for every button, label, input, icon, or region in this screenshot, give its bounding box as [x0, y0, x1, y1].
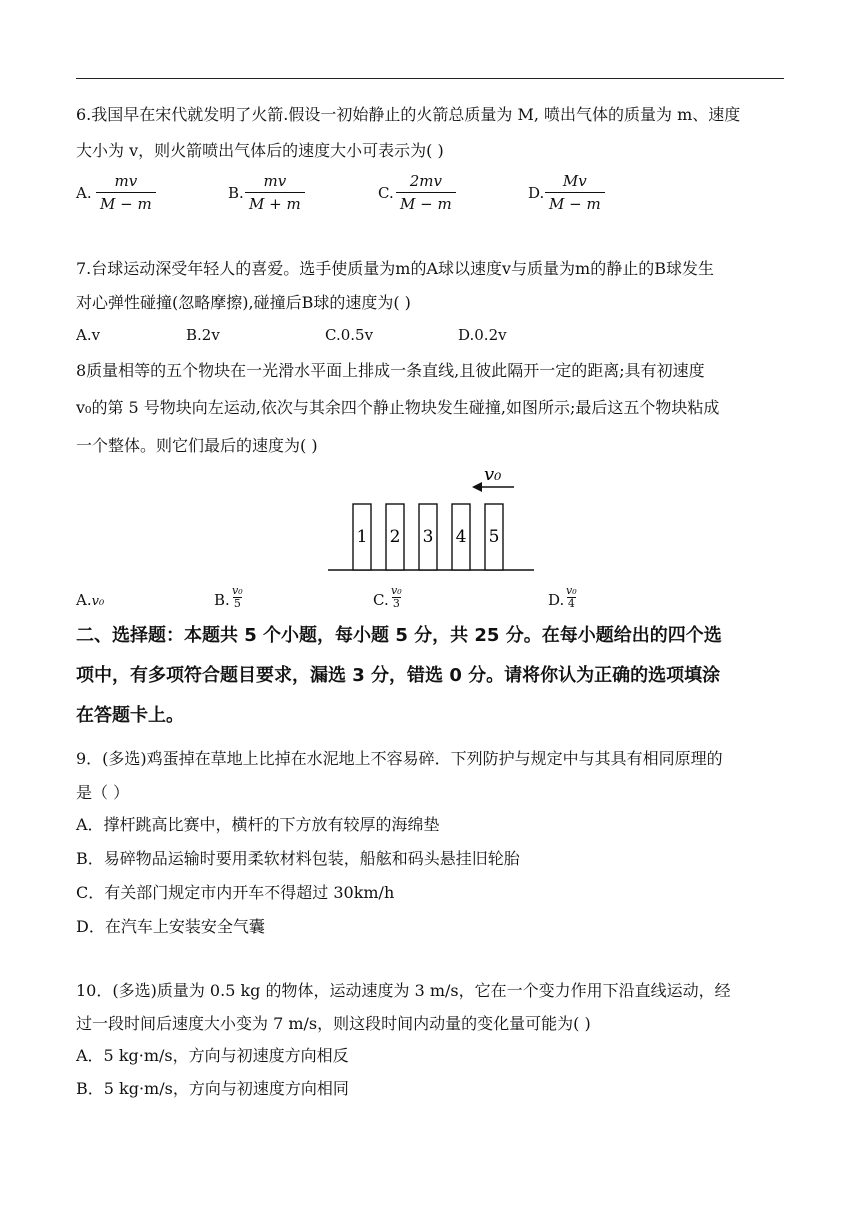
q9-option-c: C．有关部门规定市内开车不得超过 30km/h	[76, 883, 395, 902]
q6-option-a-label: A.	[76, 184, 92, 202]
q6-option-b-fraction	[245, 172, 305, 213]
q8-option-d-numerator: v₀	[566, 584, 577, 597]
q8-option-c-denominator: 3	[392, 597, 400, 610]
q9-option-d: D．在汽车上安装安全气囊	[76, 917, 265, 936]
block-5	[485, 504, 503, 570]
block-2	[386, 504, 404, 570]
q6-option-b-label: B.	[228, 184, 244, 202]
q6-option-b-numerator: mv	[263, 172, 287, 190]
q10-stem-line2: 过一段时间后速度大小变为 7 m/s，则这段时间内动量的变化量可能为( )	[76, 1014, 591, 1033]
q7-option-b: B.2v	[186, 326, 220, 344]
q8-option-d-label: D.	[548, 591, 565, 609]
q9-stem-line2: 是（ ）	[76, 783, 130, 802]
q6-option-d-denominator: M − m	[545, 192, 605, 213]
q6-stem-line2: 大小为 v，则火箭喷出气体后的速度大小可表示为( )	[76, 141, 444, 160]
q6-option-a-denominator: M − m	[96, 192, 156, 213]
q8-option-d-denominator: 4	[567, 597, 575, 610]
velocity-label: v₀	[484, 464, 502, 485]
block-1	[353, 504, 371, 570]
section2-heading-line1: 二、选择题：本题共 5 个小题，每小题 5 分，共 25 分。在每小题给出的四个选	[76, 625, 722, 646]
q8-option-b-fraction	[231, 585, 244, 610]
q7-option-c: C.0.5v	[325, 326, 374, 344]
q9-option-b: B．易碎物品运输时要用柔软材料包装，船舷和码头悬挂旧轮胎	[76, 849, 520, 868]
q8-option-c-fraction	[390, 585, 403, 610]
q6-option-c-numerator: 2mv	[409, 172, 442, 190]
q8-figure	[320, 460, 540, 576]
block-3-label: 3	[422, 527, 434, 547]
q8-option-a	[76, 590, 104, 612]
q6-stem-line1: 6.我国早在宋代就发明了火箭.假设一初始静止的火箭总质量为 M, 喷出气体的质量为 m、速度	[76, 105, 741, 124]
q7-stem-line2: 对心弹性碰撞(忽略摩擦),碰撞后B球的速度为( )	[76, 293, 411, 312]
header-rule	[76, 78, 784, 79]
q8-stem-line3: 一个整体。则它们最后的速度为( )	[76, 436, 318, 455]
q6-option-c-fraction	[396, 172, 456, 213]
q6-option-d-label: D.	[528, 184, 545, 202]
block-1-label: 1	[356, 527, 368, 547]
q8-option-a-value: v₀	[91, 594, 105, 609]
q8-option-d-fraction	[565, 585, 578, 610]
block-3	[419, 504, 437, 570]
q8-option-a-label: A.	[76, 591, 92, 609]
q6-option-b-denominator: M + m	[245, 192, 305, 213]
section2-heading-line3: 在答题卡上。	[76, 705, 184, 726]
q7-option-d: D.0.2v	[458, 326, 507, 344]
q10-option-a: A．5 kg·m/s，方向与初速度方向相反	[76, 1046, 349, 1065]
q6-option-c-label: C.	[378, 184, 394, 202]
q8-option-c-label: C.	[373, 591, 389, 609]
q7-option-a: A.v	[76, 326, 101, 344]
block-4	[452, 504, 470, 570]
q10-option-b: B．5 kg·m/s，方向与初速度方向相同	[76, 1079, 349, 1098]
q10-stem-line1: 10．(多选)质量为 0.5 kg 的物体，运动速度为 3 m/s，它在一个变力作用下沿直线运动，经	[76, 981, 731, 1000]
q6-option-a-numerator: mv	[114, 172, 138, 190]
q7-stem-line1: 7.台球运动深受年轻人的喜爱。选手使质量为m的A球以速度v与质量为m的静止的B球发生	[76, 259, 714, 278]
q8-option-c-numerator: v₀	[391, 584, 402, 597]
q6-option-a-fraction	[96, 172, 156, 213]
q9-option-a: A．撑杆跳高比赛中，横杆的下方放有较厚的海绵垫	[76, 815, 440, 834]
q8-stem-line1: 8质量相等的五个物块在一光滑水平面上排成一条直线,且彼此隔开一定的距离;具有初速度	[76, 361, 705, 380]
q9-stem-line1: 9．(多选)鸡蛋掉在草地上比掉在水泥地上不容易碎．下列防护与规定中与其具有相同原理的	[76, 749, 723, 768]
q8-option-b-label: B.	[214, 591, 230, 609]
section2-heading-line2: 项中，有多项符合题目要求，漏选 3 分，错选 0 分。请将你认为正确的选项填涂	[76, 665, 721, 686]
q6-option-d-numerator: Mv	[562, 172, 587, 190]
block-2-label: 2	[389, 527, 401, 547]
q8-option-b-numerator: v₀	[232, 584, 243, 597]
q8-stem-line2: v₀的第 5 号物块向左运动,依次与其余四个静止物块发生碰撞,如图所示;最后这五个物块粘成	[76, 398, 720, 417]
block-4-label: 4	[455, 527, 467, 547]
q6-option-d-fraction	[545, 172, 605, 213]
q8-option-b-denominator: 5	[233, 597, 241, 610]
q6-option-c-denominator: M − m	[396, 192, 456, 213]
block-5-label: 5	[488, 527, 500, 547]
